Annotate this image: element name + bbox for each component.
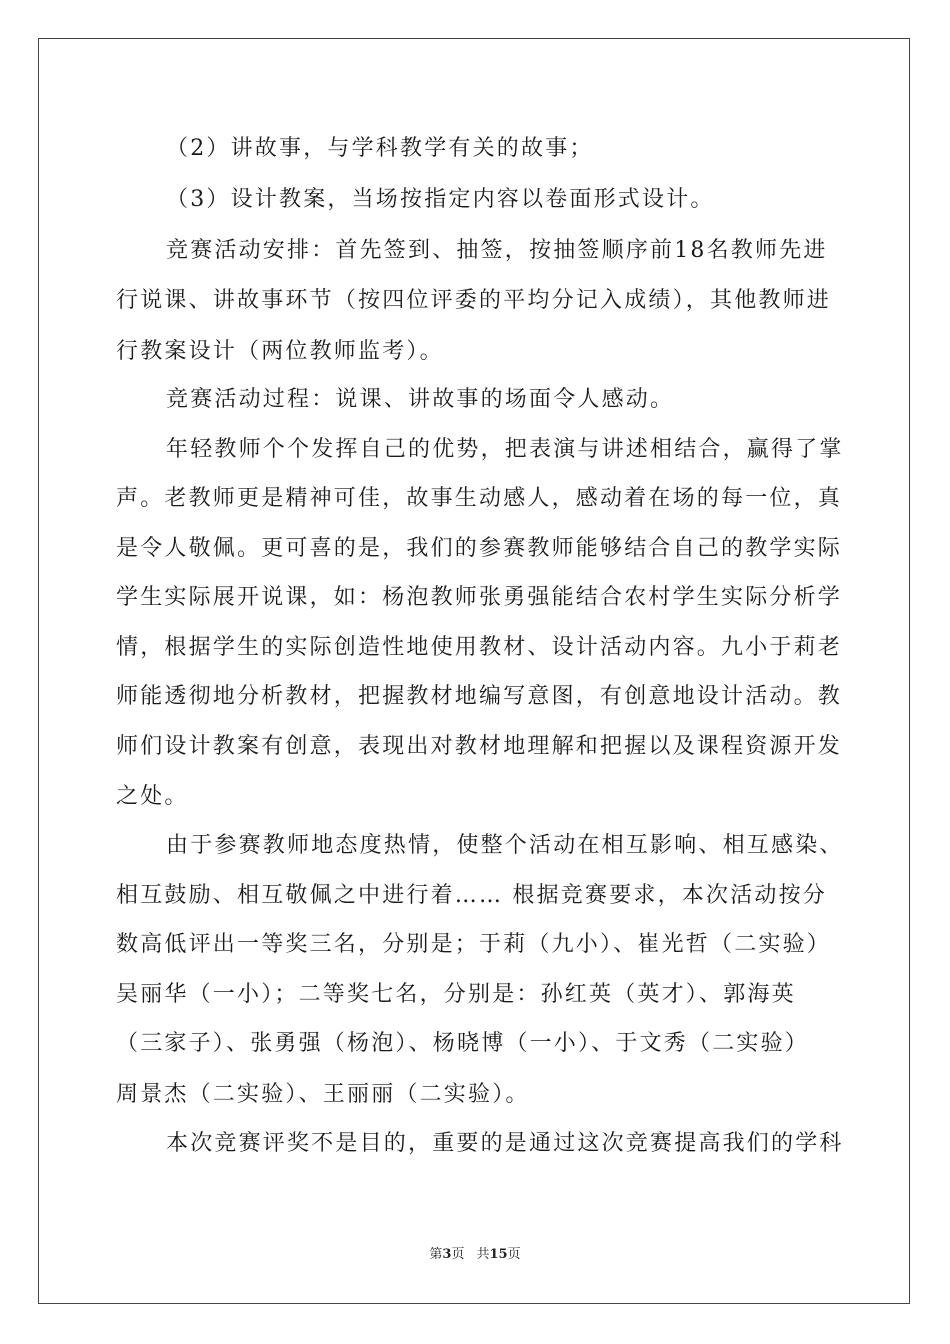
page-suffix: 页: [451, 1247, 465, 1262]
text-line: 行说课、讲故事环节（按四位评委的平均分记入成绩），其他教师进: [116, 288, 832, 313]
text-line: 年轻教师个个发挥自己的优势，把表演与讲述相结合，赢得了掌: [166, 437, 844, 462]
text-line: （3）设计教案，当场按指定内容以卷面形式设计。: [166, 187, 715, 212]
page-border: [38, 38, 910, 1304]
total-prefix: 共: [476, 1247, 490, 1262]
text-line: 师们设计教案有创意，表现出对教材地理解和把握以及课程资源开发: [116, 734, 843, 759]
text-line: 竞赛活动安排：首先签到、抽签，按抽签顺序前18名教师先进: [166, 238, 828, 263]
page-number: 3: [442, 1247, 452, 1262]
text-line: 本次竞赛评奖不是目的，重要的是通过这次竞赛提高我们的学科: [166, 1131, 844, 1156]
text-line: 周景杰（二实验）、王丽丽（二实验）。: [116, 1082, 530, 1107]
text-line: 之处。: [116, 784, 189, 809]
total-suffix: 页: [507, 1247, 521, 1262]
text-line: （2）讲故事，与学科教学有关的故事；: [166, 136, 594, 161]
text-line: 相互鼓励、相互敬佩之中进行着…… 根据竞赛要求，本次活动按分: [116, 883, 827, 908]
text-line: 学生实际展开说课，如：杨泡教师张勇强能结合农村学生实际分析学: [116, 585, 843, 610]
text-line: 情，根据学生的实际创造性地使用教材、设计活动内容。九小于莉老: [116, 635, 843, 660]
text-line: 师能透彻地分析教材，把握教材地编写意图，有创意地设计活动。教: [116, 684, 843, 709]
page-footer: [0, 1246, 950, 1264]
text-line: 吴丽华（一小）；二等奖七名，分别是：孙红英（英才）、郭海英: [116, 982, 796, 1007]
text-line: 行教案设计（两位教师监考）。: [116, 339, 444, 364]
page-prefix: 第: [429, 1247, 443, 1262]
text-line: 竞赛活动过程：说课、讲故事的场面令人感动。: [166, 387, 675, 412]
total-pages: 15: [489, 1247, 508, 1262]
text-line: （三家子）、张勇强（杨泡）、杨晓博（一小）、于文秀（二实验）: [116, 1031, 810, 1056]
text-line: 数高低评出一等奖三名，分别是；于莉（九小）、崔光哲（二实验）: [116, 932, 832, 957]
text-line: 是令人敬佩。更可喜的是，我们的参赛教师能够结合自己的教学实际: [116, 536, 843, 561]
text-line: 由于参赛教师地态度热情，使整个活动在相互影响、相互感染、: [166, 833, 844, 858]
text-line: 声。老教师更是精神可佳，故事生动感人，感动着在场的每一位，真: [116, 486, 843, 511]
